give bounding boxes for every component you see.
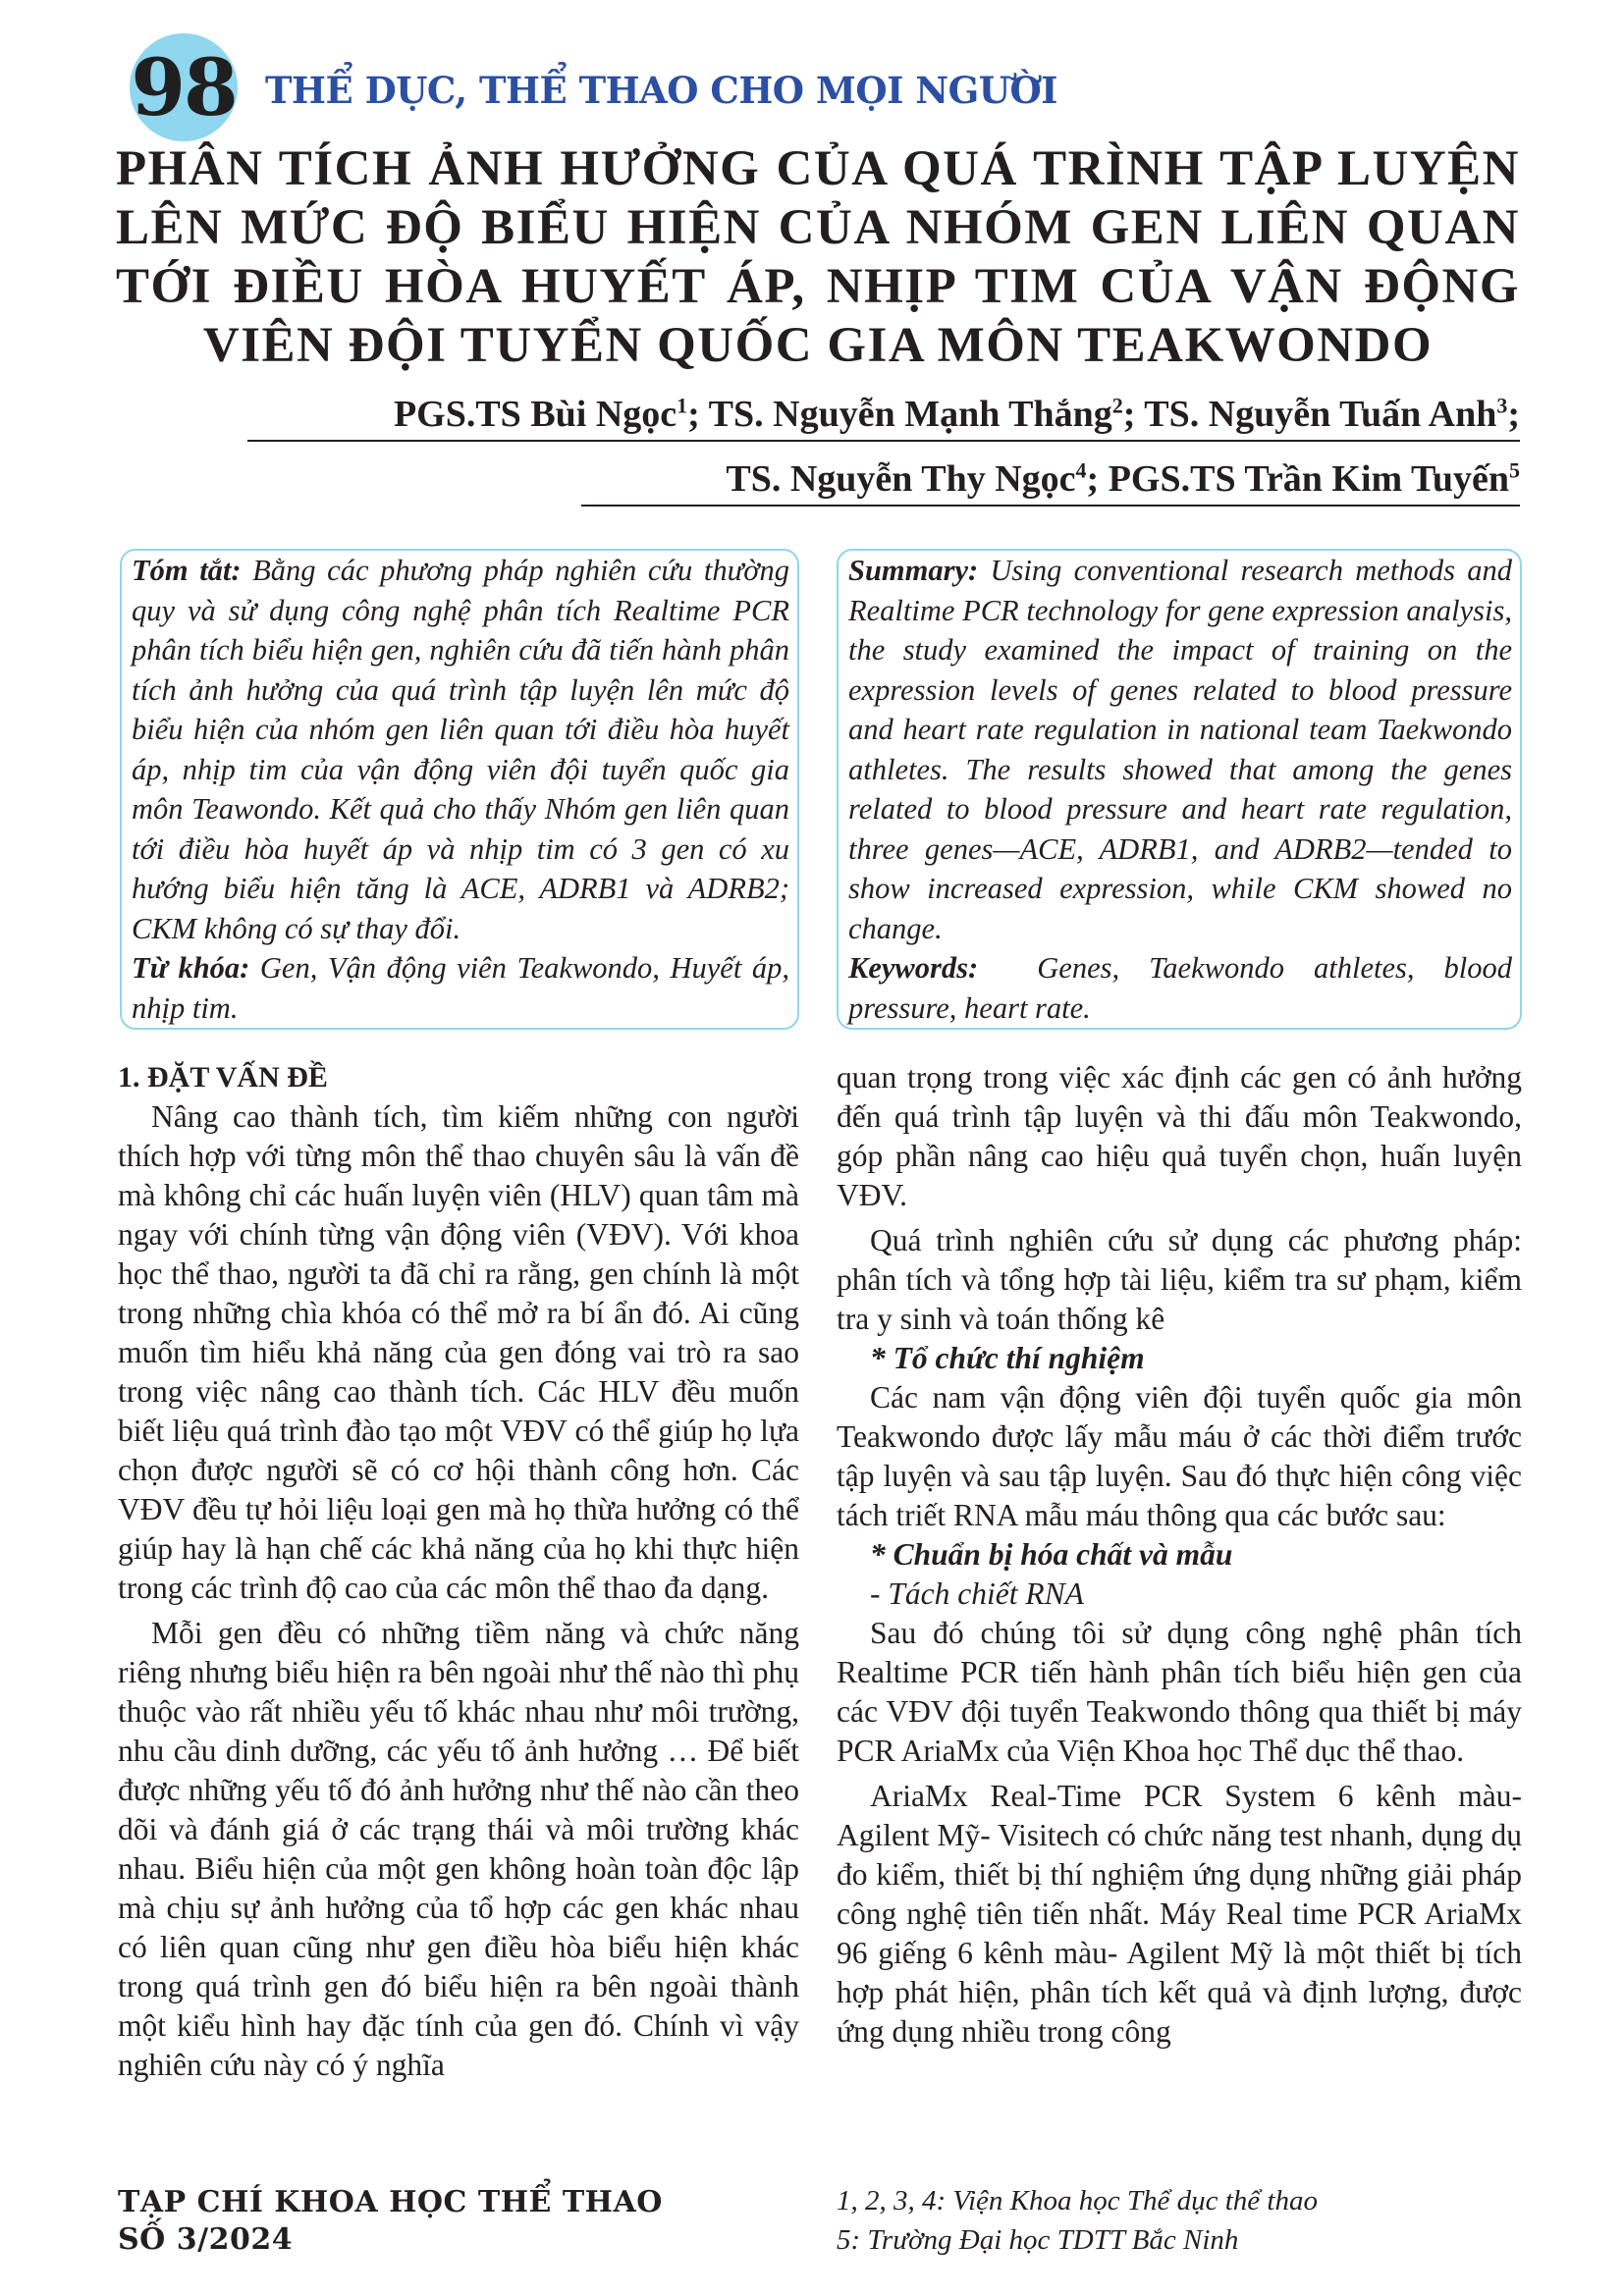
author-affiliation-mark: 1 [677, 393, 688, 418]
body-paragraph: quan trọng trong việc xác định các gen có ảnh hưởng đến quá trình tập luyện và thi đấu môn Teakwondo, góp phần nâng cao hiệu quả tuyển chọn, huấn luyện VĐV. [837, 1060, 1522, 1212]
body-column-right [837, 1058, 1522, 2052]
affiliation-line: 1, 2, 3, 4: Viện Khoa học Thể dục thể thao [837, 2185, 1318, 2216]
abstract-vi-text: Bằng các phương pháp nghiên cứu thường quy và sử dụng công nghệ phân tích Realtime PCR phân tích biểu hiện gen, nghiên cứu đã tiến hành phân tích ảnh hưởng của quá trình tập luyện lên mức độ biểu hiện của nhóm gen liên quan tới điều hòa huyết áp, nhịp tim của vận động viên đội tuyển quốc gia môn Teawondo. Kết quả cho thấy Nhóm gen liên quan tới điều hòa huyết áp và nhịp tim có 3 gen có xu hướng biểu hiện tăng là ACE, ADRB1 và ADRB2; CKM không có sự thay đổi. [132, 554, 789, 945]
author-separator: ; [687, 394, 709, 435]
abstract-vietnamese [120, 549, 799, 1030]
affiliation-line: 5: Trường Đại học TDTT Bắc Ninh [837, 2224, 1239, 2256]
author-name: PGS.TS Bùi Ngọc [393, 394, 677, 435]
abstract-vi-body [132, 551, 789, 948]
page-number: 98 [131, 41, 237, 133]
keywords-en-label: Keywords: [848, 951, 979, 985]
body-column-left [118, 1058, 799, 2085]
subheading-experiment: * Tổ chức thí nghiệm [870, 1341, 1145, 1375]
keywords-vi-text: Gen, Vận động viên Teakwondo, Huyết áp, nhịp tim. [132, 951, 789, 1025]
affiliations [837, 2181, 1318, 2260]
running-head: THỂ DỤC, THỂ THAO CHO MỌI NGƯỜI [265, 69, 1057, 112]
abstract-vi-label: Tóm tắt: [132, 554, 242, 587]
subheading-preparation: * Chuẩn bị hóa chất và mẫu [870, 1537, 1233, 1572]
article-title: PHÂN TÍCH ẢNH HƯỞNG CỦA QUÁ TRÌNH TẬP LUYỆN LÊN MỨC ĐỘ BIỂU HIỆN CỦA NHÓM GEN LIÊN QUAN TỚI ĐIỀU HÒA HUYẾT ÁP, NHỊP TIM CỦA VẬN ĐỘNG VIÊN ĐỘI TUYỂN QUỐC GIA MÔN TEAKWONDO [116, 141, 1520, 373]
body-paragraph: Sau đó chúng tôi sử dụng công nghệ phân tích Realtime PCR tiến hành phân tích biểu hiện gen của các VĐV đội tuyển Teakwondo thông qua thiết bị máy PCR AriaMx của Viện Khoa học Thể dục thể thao. [837, 1616, 1522, 1768]
author-affiliation-mark: 4 [1075, 457, 1087, 483]
keywords-vi-label: Từ khóa: [132, 951, 250, 985]
abstract-en-body [848, 551, 1512, 948]
keywords-en-text: Genes, Taekwondo athletes, blood pressure, heart rate. [848, 951, 1513, 1025]
author-affiliation-mark: 5 [1509, 457, 1520, 483]
author-affiliation-mark: 2 [1111, 393, 1123, 418]
abstract-en-label: Summary: [848, 554, 979, 587]
body-paragraph: Các nam vận động viên đội tuyển quốc gia môn Teakwondo được lấy mẫu máu ở các thời điểm trước tập luyện và sau tập luyện. Sau đó thực hiện công việc tách triết RNA mẫu máu thông qua các bước sau: [837, 1380, 1522, 1532]
author-name: TS. Nguyễn Thy Ngọc [726, 458, 1076, 500]
author-separator: ; [1122, 394, 1145, 435]
section-heading: 1. ĐẶT VẤN ĐỀ [118, 1061, 328, 1094]
author-separator: ; [1086, 458, 1109, 500]
keywords-en [848, 948, 1512, 1028]
abstract-english [837, 549, 1522, 1030]
body-paragraph: Quá trình nghiên cứu sử dụng các phương pháp: phân tích và tổng hợp tài liệu, kiểm tra sư phạm, kiểm tra y sinh và toán thống kê [837, 1223, 1522, 1336]
keywords-vi [132, 948, 789, 1028]
body-paragraph: Mỗi gen đều có những tiềm năng và chức năng riêng nhưng biểu hiện ra bên ngoài như thế nào thì phụ thuộc vào rất nhiều yếu tố khác nhau như môi trường, nhu cầu dinh dưỡng, các yếu tố ảnh hưởng … Để biết được những yếu tố đó ảnh hưởng như thế nào cần theo dõi và đánh giá ở các trạng thái và môi trường khác nhau. Biểu hiện của một gen không hoàn toàn độc lập mà chịu sự ảnh hưởng của tổ hợp các gen khác nhau có liên quan cũng như gen điều hòa biểu hiện khác trong quá trình gen đó biểu hiện ra bên ngoài thành một kiểu hình hay đặc tính của gen đó. Chính vì vậy nghiên cứu này có ý nghĩa [118, 1616, 799, 2082]
author-affiliation-mark: 3 [1496, 393, 1508, 418]
body-paragraph: Nâng cao thành tích, tìm kiếm những con người thích hợp với từng môn thể thao chuyên sâu là vấn đề mà không chỉ các huấn luyện viên (HLV) quan tâm mà ngay với chính từng vận động viên (VĐV). Với khoa học thể thao, người ta đã chỉ ra rằng, gen chính là một trong những chìa khóa có thể mở ra bí ẩn đó. Ai cũng muốn tìm hiểu khả năng của gen đóng vai trò ra sao trong việc nâng cao thành tích. Các HLV đều muốn biết liệu quá trình đào tạo một VĐV có thể giúp họ lựa chọn được người sẽ có cơ hội thành công hơn. Các VĐV đều tự hỏi liệu loại gen mà họ thừa hưởng có thể giúp hay là hạn chế các khả năng của họ khi thực hiện trong các trình độ cao của các môn thể thao đa dạng. [118, 1099, 799, 1605]
subitem-rna: - Tách chiết RNA [870, 1576, 1084, 1611]
abstract-en-text: Using conventional research methods and Realtime PCR technology for gene expression analysis, the study examined the impact of training on the expression levels of genes related to blood pressure and heart rate regulation in national team Taekwondo athletes. The results showed that among the genes related to blood pressure and heart rate regulation, three genes—ACE, ADRB1, and ADRB2—tended to show increased expression, while CKM showed no change. [848, 554, 1512, 945]
author-name: TS. Nguyễn Mạnh Thắng [708, 394, 1112, 435]
author-name: PGS.TS Trần Kim Tuyến [1108, 458, 1509, 500]
journal-name: TẠP CHÍ KHOA HỌC THỂ THAO [118, 2185, 663, 2219]
body-paragraph: AriaMx Real-Time PCR System 6 kênh màu- Agilent Mỹ- Visitech có chức năng test nhanh, dụng dụ đo kiểm, thiết bị thí nghiệm ứng dụng những giải pháp công nghệ tiên tiến nhất. Máy Real time PCR AriaMx 96 giếng 6 kênh màu- Agilent Mỹ là một thiết bị tích hợp phát hiện, phân tích kết quả và định lượng, được ứng dụng nhiều trong công [837, 1779, 1522, 2049]
footer-journal [118, 2184, 663, 2259]
author-separator: ; [1507, 394, 1520, 435]
journal-issue: SỐ 3/2024 [118, 2222, 294, 2257]
authors-line-2 [581, 457, 1520, 507]
author-name: TS. Nguyễn Tuấn Anh [1144, 394, 1497, 435]
authors-line-1 [247, 393, 1520, 442]
